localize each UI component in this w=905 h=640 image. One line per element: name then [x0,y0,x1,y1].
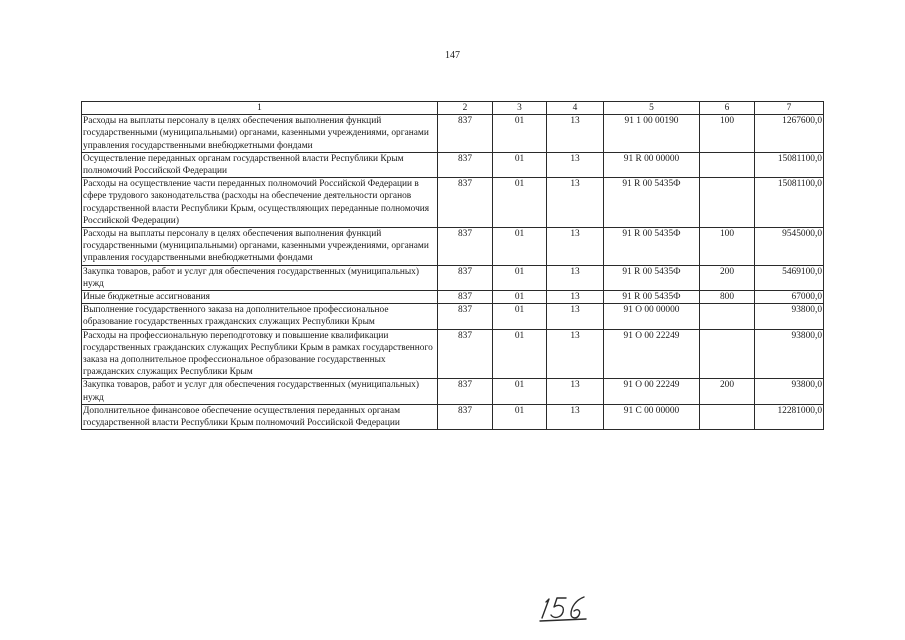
header-col-7: 7 [755,102,824,115]
row-ved: 837 [438,115,493,153]
table-row [82,265,824,290]
row-rz: 01 [493,379,547,404]
row-vr [700,304,755,329]
row-csr: 91 1 00 00190 [604,115,700,153]
row-name: Расходы на выплаты персоналу в целях обеспечения выполнения функций государственными (муниципальными) органами, казенными учреждениями, органами управления государственными внебюджетными фондами [82,228,438,266]
row-name: Расходы на выплаты персоналу в целях обеспечения выполнения функций государственными (муниципальными) органами, казенными учреждениями, органами управления государственными внебюджетными фондами [82,115,438,153]
row-name: Закупка товаров, работ и услуг для обеспечения государственных (муниципальных) нужд [82,265,438,290]
row-vr: 200 [700,265,755,290]
row-sum: 93800,0 [755,304,824,329]
row-csr: 91 R 00 00000 [604,152,700,177]
row-pr: 13 [547,304,604,329]
table-row [82,304,824,329]
row-pr: 13 [547,178,604,228]
row-rz: 01 [493,291,547,304]
row-ved: 837 [438,404,493,429]
row-sum: 12281000,0 [755,404,824,429]
row-vr: 200 [700,379,755,404]
header-col-2: 2 [438,102,493,115]
row-ved: 837 [438,379,493,404]
row-rz: 01 [493,115,547,153]
row-name: Расходы на осуществление части переданных полномочий Российской Федерации в сфере трудового законодательства (расходы на обеспечение деятельности органов государственной власти Республики Крым, осуществляющих переданные полномочия Российской Федерации) [82,178,438,228]
row-ved: 837 [438,265,493,290]
row-pr: 13 [547,379,604,404]
row-vr [700,152,755,177]
header-col-6: 6 [700,102,755,115]
budget-table [81,101,824,430]
row-sum: 93800,0 [755,329,824,379]
row-name: Дополнительное финансовое обеспечение осуществления переданных органам государственной власти Республики Крым полномочий Российской Федерации [82,404,438,429]
row-ved: 837 [438,228,493,266]
row-rz: 01 [493,178,547,228]
row-pr: 13 [547,265,604,290]
row-csr: 91 R 00 5435Ф [604,265,700,290]
row-vr: 100 [700,115,755,153]
row-vr: 100 [700,228,755,266]
table-row [82,228,824,266]
row-csr: 91 О 00 22249 [604,379,700,404]
table-header-row [82,102,824,115]
row-csr: 91 R 00 5435Ф [604,178,700,228]
table-row [82,291,824,304]
row-vr [700,178,755,228]
row-rz: 01 [493,329,547,379]
row-vr: 800 [700,291,755,304]
row-vr [700,404,755,429]
row-name: Осуществление переданных органам государственной власти Республики Крым полномочий Российской Федерации [82,152,438,177]
page-number: 147 [445,50,460,61]
row-ved: 837 [438,304,493,329]
row-rz: 01 [493,304,547,329]
row-csr: 91 R 00 5435Ф [604,228,700,266]
row-rz: 01 [493,404,547,429]
row-sum: 1267600,0 [755,115,824,153]
row-ved: 837 [438,291,493,304]
row-csr: 91 С 00 00000 [604,404,700,429]
row-pr: 13 [547,291,604,304]
row-ved: 837 [438,329,493,379]
row-sum: 9545000,0 [755,228,824,266]
row-name: Выполнение государственного заказа на дополнительное профессиональное образование государственных гражданских служащих Республики Крым [82,304,438,329]
row-csr: 91 О 00 00000 [604,304,700,329]
row-csr: 91 О 00 22249 [604,329,700,379]
row-pr: 13 [547,152,604,177]
table-row [82,115,824,153]
header-col-4: 4 [547,102,604,115]
table-row [82,329,824,379]
row-ved: 837 [438,178,493,228]
row-name: Расходы на профессиональную переподготовку и повышение квалификации государственных гражданских служащих Республики Крым в рамках государственного заказа на дополнительное профессиональное образование государственных гражданских служащих Республики Крым [82,329,438,379]
row-csr: 91 R 00 5435Ф [604,291,700,304]
row-pr: 13 [547,115,604,153]
row-pr: 13 [547,228,604,266]
row-sum: 93800,0 [755,379,824,404]
row-sum: 67000,0 [755,291,824,304]
table-row [82,404,824,429]
header-col-1: 1 [82,102,438,115]
table-row [82,379,824,404]
row-sum: 15081100,0 [755,152,824,177]
row-vr [700,329,755,379]
handwritten-page-number [536,594,592,624]
row-name: Закупка товаров, работ и услуг для обеспечения государственных (муниципальных) нужд [82,379,438,404]
row-rz: 01 [493,228,547,266]
header-col-3: 3 [493,102,547,115]
header-col-5: 5 [604,102,700,115]
row-rz: 01 [493,152,547,177]
row-ved: 837 [438,152,493,177]
row-rz: 01 [493,265,547,290]
row-pr: 13 [547,404,604,429]
row-pr: 13 [547,329,604,379]
table-row [82,152,824,177]
row-name: Иные бюджетные ассигнования [82,291,438,304]
row-sum: 5469100,0 [755,265,824,290]
table-row [82,178,824,228]
row-sum: 15081100,0 [755,178,824,228]
